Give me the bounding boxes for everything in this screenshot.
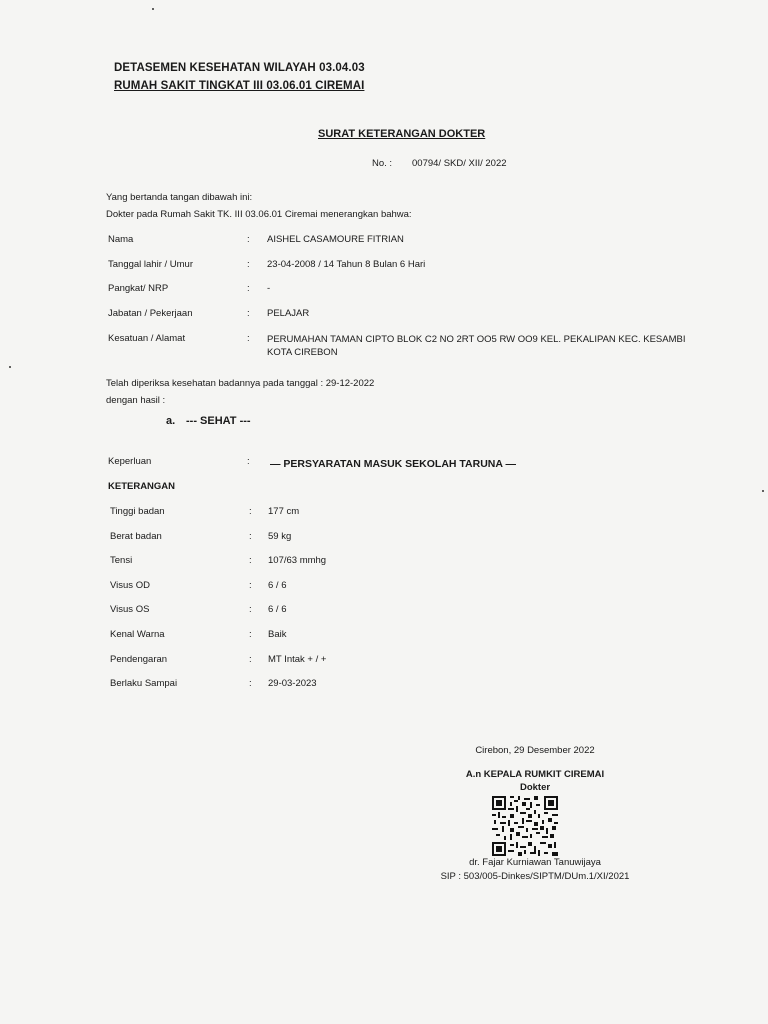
visus-os-value: 6 / 6 xyxy=(268,604,287,615)
signature-sip: SIP : 503/005-Dinkes/SIPTM/DUm.1/XI/2021 xyxy=(440,871,630,882)
colon: : xyxy=(247,259,250,270)
colon: : xyxy=(249,506,252,517)
intro-line-2: Dokter pada Rumah Sakit TK. III 03.06.01 Ciremai menerangkan bahwa: xyxy=(106,209,412,220)
colon: : xyxy=(249,629,252,640)
keterangan-label: Visus OS xyxy=(110,604,150,615)
keterangan-title: KETERANGAN xyxy=(108,481,176,492)
keterangan-label: Kenal Warna xyxy=(110,629,165,640)
colon: : xyxy=(247,456,250,467)
colon: : xyxy=(249,604,252,615)
patient-label: Pangkat/ NRP xyxy=(108,283,169,294)
scan-speck xyxy=(762,490,764,492)
header-institution: DETASEMEN KESEHATAN WILAYAH 03.04.03 xyxy=(114,62,365,74)
keterangan-label: Tinggi badan xyxy=(110,506,165,517)
scan-speck xyxy=(9,366,11,368)
weight-value: 59 kg xyxy=(268,531,292,542)
keterangan-label: Pendengaran xyxy=(110,654,168,665)
colon: : xyxy=(247,234,250,245)
keterangan-label: Berlaku Sampai xyxy=(110,678,178,689)
colon: : xyxy=(249,555,252,566)
visus-od-value: 6 / 6 xyxy=(268,580,287,591)
colon: : xyxy=(247,308,250,319)
valid-until-value: 29-03-2023 xyxy=(268,678,317,689)
signature-on-behalf: A.n KEPALA RUMKIT CIREMAI xyxy=(465,769,605,780)
patient-birthdate-age: 23-04-2008 / 14 Tahun 8 Bulan 6 Hari xyxy=(267,259,426,270)
patient-occupation: PELAJAR xyxy=(267,308,310,319)
patient-name: AISHEL CASAMOURE FITRIAN xyxy=(267,234,404,245)
color-vision-value: Baik xyxy=(268,629,287,640)
height-value: 177 cm xyxy=(268,506,300,517)
document-number: 00794/ SKD/ XII/ 2022 xyxy=(412,158,507,169)
patient-label: Nama xyxy=(108,234,134,245)
patient-label: Jabatan / Pekerjaan xyxy=(108,308,193,319)
exam-result: --- SEHAT --- xyxy=(186,415,251,427)
exam-result-intro: dengan hasil : xyxy=(106,395,166,406)
signature-place-date: Cirebon, 29 Desember 2022 xyxy=(475,745,595,756)
patient-label: Tanggal lahir / Umur xyxy=(108,259,194,270)
keterangan-label: Visus OD xyxy=(110,580,150,591)
qr-code-icon xyxy=(492,796,558,856)
keterangan-label: Tensi xyxy=(110,555,133,566)
document-number-label: No. : xyxy=(372,158,393,169)
keterangan-label: Berat badan xyxy=(110,531,162,542)
purpose-value: — PERSYARATAN MASUK SEKOLAH TARUNA — xyxy=(270,458,516,470)
document-title: SURAT KETERANGAN DOKTER xyxy=(318,128,486,140)
intro-line-1: Yang bertanda tangan dibawah ini: xyxy=(106,192,253,203)
colon: : xyxy=(247,333,250,344)
colon: : xyxy=(249,654,252,665)
signature-role: Dokter xyxy=(519,782,551,793)
purpose-label: Keperluan xyxy=(108,456,152,467)
patient-rank-nrp: - xyxy=(267,283,271,294)
signature-doctor-name: dr. Fajar Kurniawan Tanuwijaya xyxy=(469,857,601,868)
colon: : xyxy=(247,283,250,294)
blood-pressure-value: 107/63 mmhg xyxy=(268,555,327,566)
colon: : xyxy=(249,531,252,542)
header-hospital: RUMAH SAKIT TINGKAT III 03.06.01 CIREMAI xyxy=(114,80,365,92)
colon: : xyxy=(249,678,252,689)
scan-speck xyxy=(152,8,154,10)
patient-label: Kesatuan / Alamat xyxy=(108,333,186,344)
result-letter: a. xyxy=(166,415,176,427)
exam-date-line: Telah diperiksa kesehatan badannya pada tanggal : 29-12-2022 xyxy=(106,378,375,389)
colon: : xyxy=(249,580,252,591)
patient-address: PERUMAHAN TAMAN CIPTO BLOK C2 NO 2RT OO5 RW OO9 KEL. PEKALIPAN KEC. KESAMBI KOTA CIREBON xyxy=(267,334,686,358)
hearing-value: MT Intak + / + xyxy=(268,654,327,665)
